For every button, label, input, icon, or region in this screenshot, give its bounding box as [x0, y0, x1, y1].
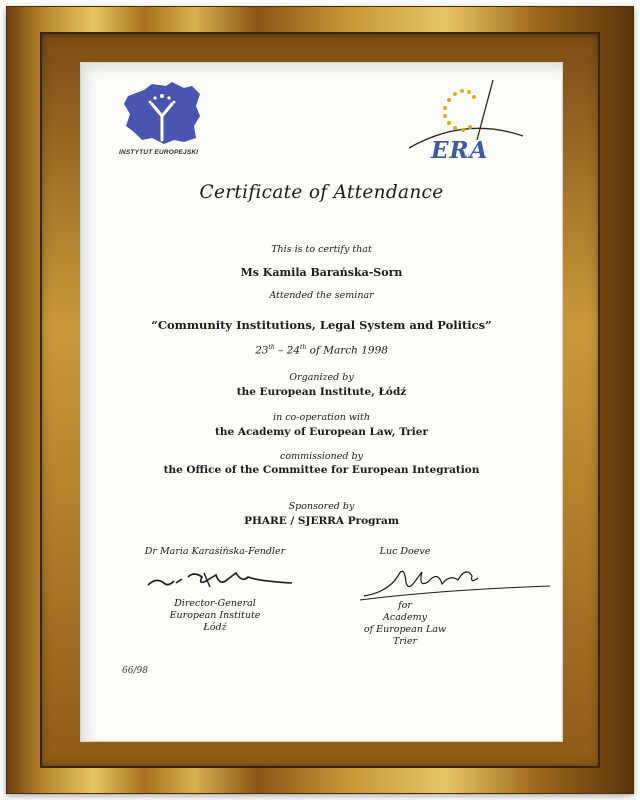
signatory-left-role: Director-General European Institute Łódź: [169, 598, 261, 633]
signatory-right-name: Luc Doeve: [379, 546, 431, 557]
signature-left: [146, 567, 296, 595]
attended-label: Attended the seminar: [269, 290, 374, 301]
signature-right: [358, 562, 553, 602]
certificate-title: Certificate of Attendance: [199, 182, 444, 203]
signatory-right-role: for Academy of European Law Trier: [363, 600, 447, 647]
cooperation-value: the Academy of European Law, Trier: [215, 426, 428, 438]
eu-stars-icon: [443, 89, 476, 132]
intro-text: This is to certify that: [271, 244, 372, 255]
cooperation-label: in co-operation with: [273, 412, 370, 423]
certificate-paper: [80, 62, 563, 742]
signatory-left-name: Dr Maria Karasińska-Fendler: [144, 546, 286, 557]
organized-value: the European Institute, Łódź: [236, 386, 407, 398]
sponsored-value: PHARE / SJERRA Program: [244, 515, 399, 527]
seminar-date: 23th – 24th of March 1998: [255, 344, 388, 357]
commissioned-value: the Office of the Committee for European Integration: [163, 464, 480, 476]
recipient-name: Ms Kamila Barańska-Sorn: [240, 266, 403, 279]
organized-label: Organized by: [289, 372, 354, 383]
seminar-title: “Community Institutions, Legal System and Politics”: [151, 318, 492, 332]
instytut-europejski-logo: [122, 82, 202, 146]
reference-number: 66/98: [122, 666, 148, 676]
sponsored-label: Sponsored by: [288, 501, 355, 512]
logo-ie-label: INSTYTUT EUROPEJSKI: [119, 149, 199, 156]
era-wordmark: ERA: [431, 137, 489, 164]
commissioned-label: commissioned by: [280, 451, 363, 462]
